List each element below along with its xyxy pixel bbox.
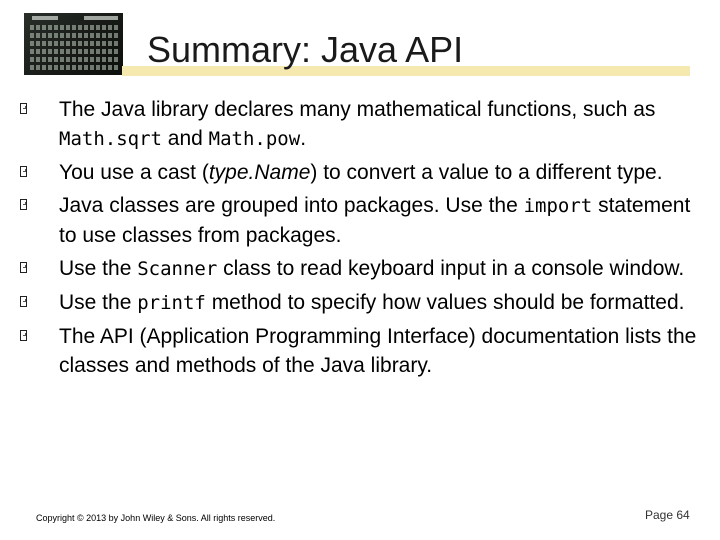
bullet-text: and: [161, 127, 209, 150]
bullet-text: You use a cast (: [59, 161, 209, 184]
bullet-text: The Java library declares many mathematical functions, such as: [59, 98, 656, 121]
code-text: Scanner: [137, 258, 218, 280]
slide-title: Summary: Java API: [147, 29, 464, 70]
checkbox-bullet-icon: [20, 296, 27, 307]
bullet-text: class to read keyboard input in a console window.: [217, 257, 685, 280]
bullet-text: Use the: [59, 257, 138, 280]
header-thumbnail-image: [24, 13, 123, 75]
bullet-text: The API (Application Programming Interface) documentation lists the classes and methods of the Java library.: [59, 325, 697, 377]
bullet-text: Use the: [59, 291, 138, 314]
bullet-text: Java classes are grouped into packages. Use the: [59, 194, 524, 217]
bullet-text: ) to convert a value to a different type.: [310, 161, 663, 184]
checkbox-bullet-icon: [20, 166, 27, 177]
bullet-text: method to specify how values should be formatted.: [205, 291, 685, 314]
code-text: printf: [137, 292, 206, 314]
code-text: Math.sqrt: [59, 128, 162, 150]
checkbox-bullet-icon: [20, 330, 27, 341]
checkbox-bullet-icon: [20, 103, 27, 114]
bullet-item: [20, 254, 700, 284]
code-text: import: [523, 195, 593, 217]
checkbox-bullet-icon: [20, 199, 27, 210]
bullet-item: [20, 158, 700, 187]
checkbox-bullet-icon: [20, 262, 27, 273]
bullet-item: [20, 288, 700, 318]
bullet-item: [20, 191, 700, 250]
code-text: Math.pow: [208, 128, 301, 150]
copyright-notice: Copyright © 2013 by John Wiley & Sons. All rights reserved.: [36, 513, 276, 523]
italic-text: type.Name: [208, 161, 311, 184]
bullet-item: [20, 95, 700, 154]
bullet-text: statement to use classes from packages.: [59, 194, 691, 247]
bullet-text: .: [300, 127, 307, 150]
bullet-item: [20, 322, 700, 380]
page-number: Page 64: [645, 508, 690, 522]
bullet-list: [20, 95, 700, 384]
